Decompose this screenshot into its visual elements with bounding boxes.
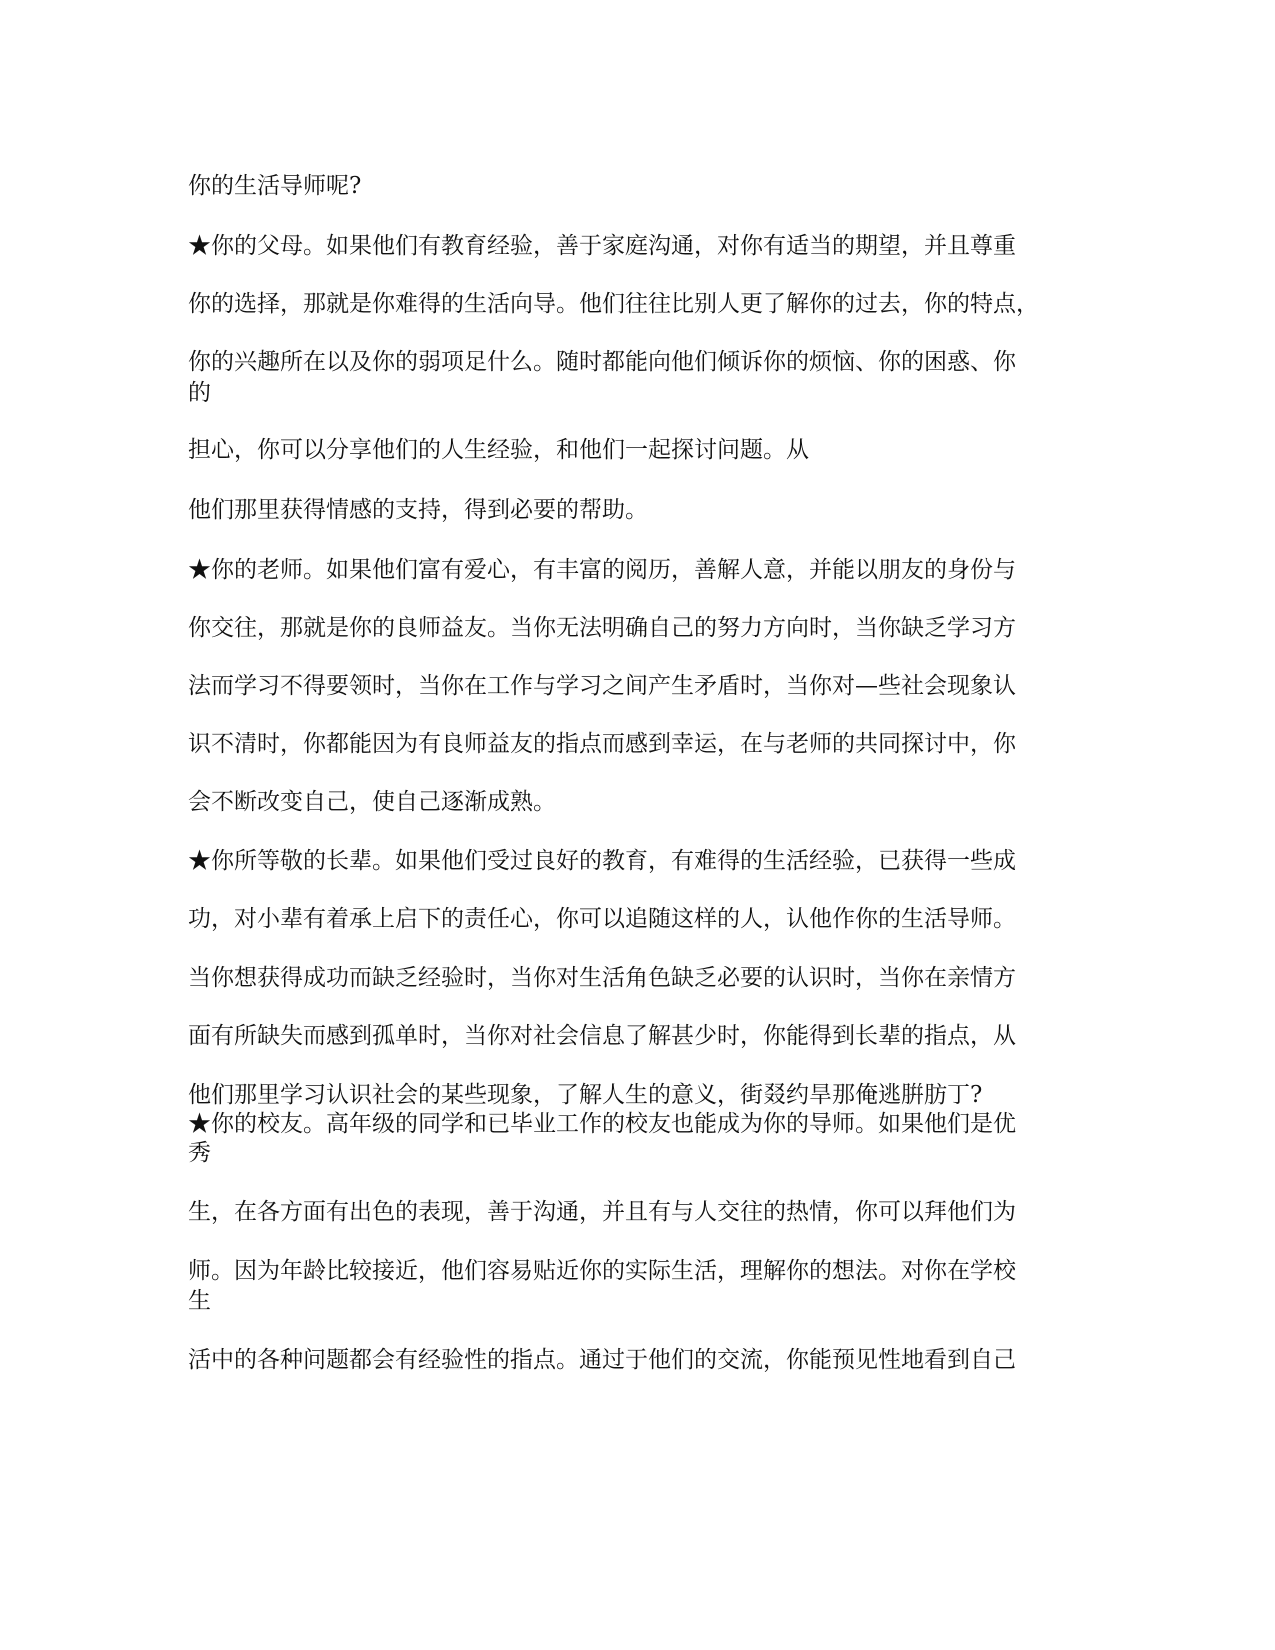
text-line: 面有所缺失而感到孤单时，当你对社会信息了解甚少时，你能得到长辈的指点，从 [188,1023,1016,1049]
text-line: 生，在各方面有出色的表现，善于沟通，并且有与人交往的热情，你可以拜他们为 [188,1199,1016,1225]
text-line: 会不断改变自己，使自己逐渐成熟。 [188,789,556,815]
text-line: 他们那里获得情感的支持，得到必要的帮助。 [188,497,648,523]
text-line: 他们那里学习认识社会的某些现象，了解人生的意义，街叕约旱那俺逃腁肪丁? [188,1082,983,1108]
text-line: 师。因为年龄比较接近，他们容易贴近你的实际生活，理解你的想法。对你在学校 [188,1258,1016,1284]
text-line: 法而学习不得要领时，当你在工作与学习之间产生矛盾时，当你对—些社会现象认 [188,673,1016,699]
text-line: ★你所等敬的长辈。如果他们受过良好的教育，有难得的生活经验，已获得一些成 [188,848,1016,874]
text-line: 功，对小辈有着承上启下的责任心，你可以追随这样的人，认他作你的生活导师。 [188,906,1016,932]
text-line: 秀 [188,1140,211,1166]
text-line: 当你想获得成功而缺乏经验时，当你对生活角色缺乏必要的认识时，当你在亲情方 [188,965,1016,991]
text-line: ★你的校友。高年级的同学和已毕业工作的校友也能成为你的导师。如果他们是优 [188,1111,1016,1137]
text-line: 的 [188,380,211,406]
text-line: 活中的各种问题都会有经验性的指点。通过于他们的交流，你能预见性地看到自己 [188,1347,1016,1373]
text-line: 担心，你可以分享他们的人生经验，和他们一起探讨问题。从 [188,437,809,463]
text-line: ★你的老师。如果他们富有爱心，有丰富的阅历，善解人意，并能以朋友的身份与 [188,557,1016,583]
text-line: 识不清时，你都能因为有良师益友的指点而感到幸运，在与老师的共同探讨中，你 [188,731,1016,757]
text-line: 你交往，那就是你的良师益友。当你无法明确自己的努力方向时，当你缺乏学习方 [188,615,1016,641]
text-line: ★你的父母。如果他们有教育经验，善于家庭沟通，对你有适当的期望，并且尊重 [188,233,1016,259]
text-line: 你的选择，那就是你难得的生活向导。他们往往比别人更了解你的过去，你的特点， [188,291,1039,317]
text-line: 你的生活导师呢? [188,173,362,199]
text-line: 你的兴趣所在以及你的弱项足什么。随时都能向他们倾诉你的烦恼、你的困惑、你 [188,349,1016,375]
text-line: 生 [188,1288,211,1314]
